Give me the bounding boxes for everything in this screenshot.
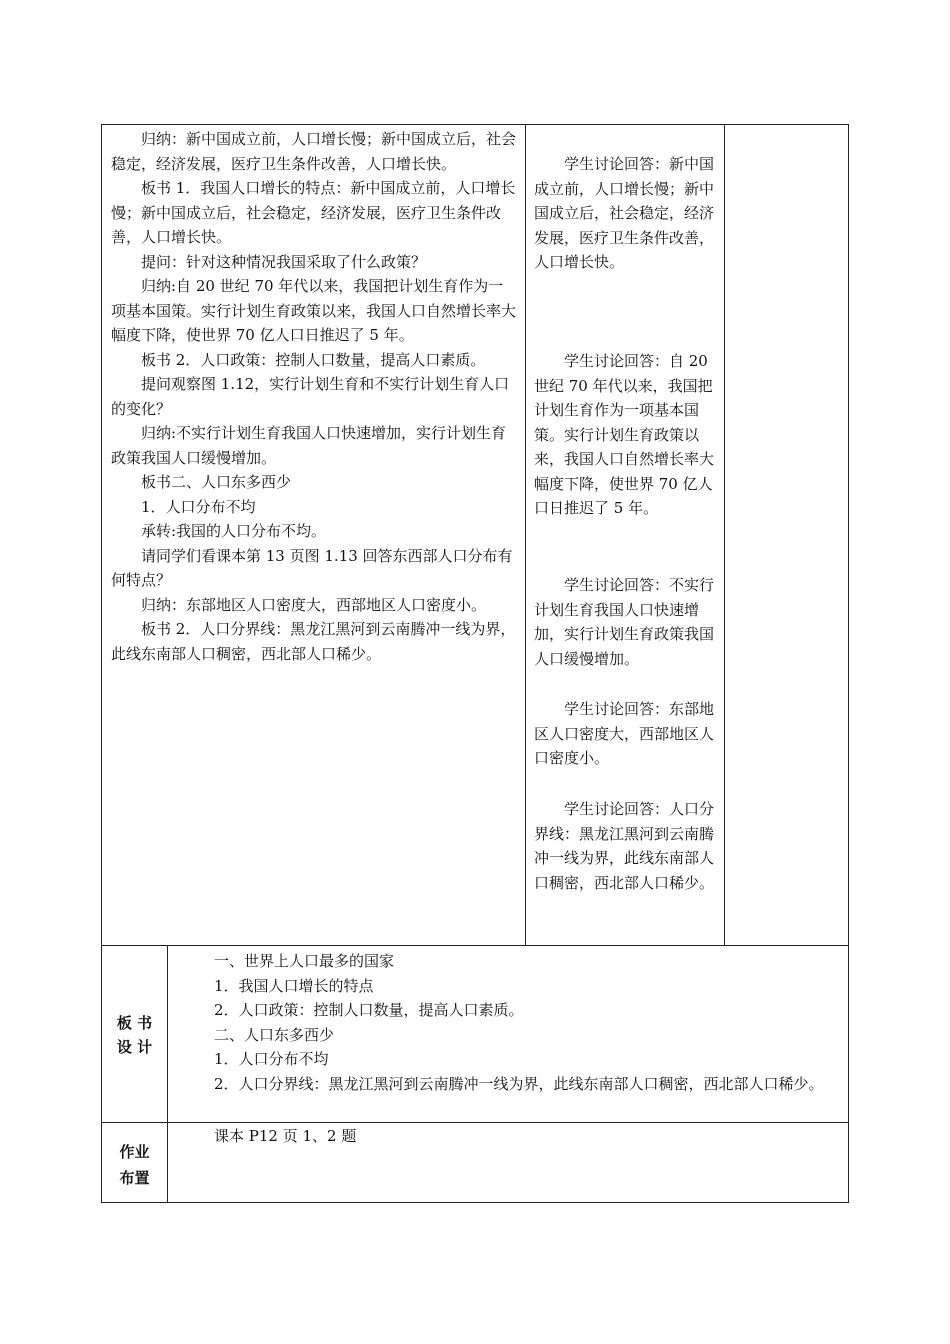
teacher-paragraph: 板书 2．人口分界线：黑龙江黑河到云南腾冲一线为界，此线东南部人口稠密，西北部人口稀少。: [111, 620, 516, 663]
teacher-paragraph: 1．人口分布不均: [141, 497, 256, 516]
student-answer: 学生讨论回答：新中国成立前，人口增长慢；新中国成立后，社会稳定，经济发展，医疗卫生条件改善，人口增长快。: [534, 155, 715, 271]
divider: [102, 1122, 848, 1123]
board-design-label: 板 书 设 计: [116, 1014, 153, 1056]
homework-content: [175, 1124, 841, 1149]
teacher-paragraph: 提问观察图 1.12，实行计划生育和不实行计划生育人口的变化？: [111, 375, 510, 418]
divider: [525, 125, 526, 945]
board-line: 二、人口东多西少: [214, 1025, 335, 1044]
student-answer: 学生讨论回答：不实行计划生育我国人口快速增加，实行计划生育政策我国人口缓慢增加。: [534, 576, 715, 668]
teacher-paragraph: 板书 1．我国人口增长的特点：新中国成立前，人口增长慢；新中国成立后，社会稳定，经济发展，医疗卫生条件改善，人口增长快。: [111, 179, 516, 246]
homework-text: 课本 P12 页 1、2 题: [214, 1127, 357, 1145]
divider: [167, 945, 168, 1202]
board-line: 2．人口政策：控制人口数量，提高人口素质。: [214, 1001, 524, 1019]
student-answer: 学生讨论回答：人口分界线：黑龙江黑河到云南腾冲一线为界，此线东南部人口稠密，西北部人口稀少。: [534, 800, 715, 892]
teacher-paragraph: 板书二、人口东多西少: [141, 473, 292, 491]
teacher-paragraph: 提问：针对这种情况我国采取了什么政策？: [141, 252, 427, 271]
teacher-paragraph: 请同学们看课本第 13 页图 1.13 回答东西部人口分布有何特点？: [111, 546, 513, 589]
teacher-paragraph: 板书 2．人口政策：控制人口数量，提高人口素质。: [141, 350, 486, 369]
teacher-paragraph: 承转:我国的人口分布不均。: [141, 522, 327, 540]
divider: [102, 945, 848, 946]
lesson-plan-table: [101, 124, 849, 1203]
board-line: 一、世界上人口最多的国家: [214, 952, 395, 970]
student-answer: 学生讨论回答：自 20 世纪 70 年代以来，我国把计划生育作为一项基本国策。实行计划生育政策以来，我国人口自然增长率大幅度下降，使世界 70 亿人口日推迟了 5 年。: [534, 352, 715, 517]
teacher-paragraph: 归纳:自 20 世纪 70 年代以来，我国把计划生育作为一项基本国策。实行计划生育政策以来，我国人口自然增长率大幅度下降，使世界 70 亿人口日推迟了 5 年。: [111, 277, 517, 344]
teacher-paragraph: 归纳:不实行计划生育我国人口快速增加，实行计划生育政策我国人口缓慢增加。: [111, 424, 507, 467]
homework-label: 作业 布置: [119, 1143, 150, 1187]
board-line: 2．人口分界线：黑龙江黑河到云南腾冲一线为界，此线东南部人口稠密，西北部人口稀少。: [214, 1074, 824, 1093]
student-answer: 学生讨论回答：东部地区人口密度大，西部地区人口密度小。: [534, 700, 715, 767]
teacher-activity-cell: [111, 127, 517, 666]
teacher-paragraph: 归纳：新中国成立前，人口增长慢；新中国成立后，社会稳定，经济发展，医疗卫生条件改善，人口增长快。: [111, 130, 517, 173]
board-line: 1．人口分布不均: [214, 1050, 329, 1068]
divider: [724, 125, 725, 945]
board-line: 1．我国人口增长的特点: [214, 976, 374, 995]
teacher-paragraph: 归纳：东部地区人口密度大，西部地区人口密度小。: [141, 595, 487, 614]
board-design-content: [175, 949, 841, 1096]
